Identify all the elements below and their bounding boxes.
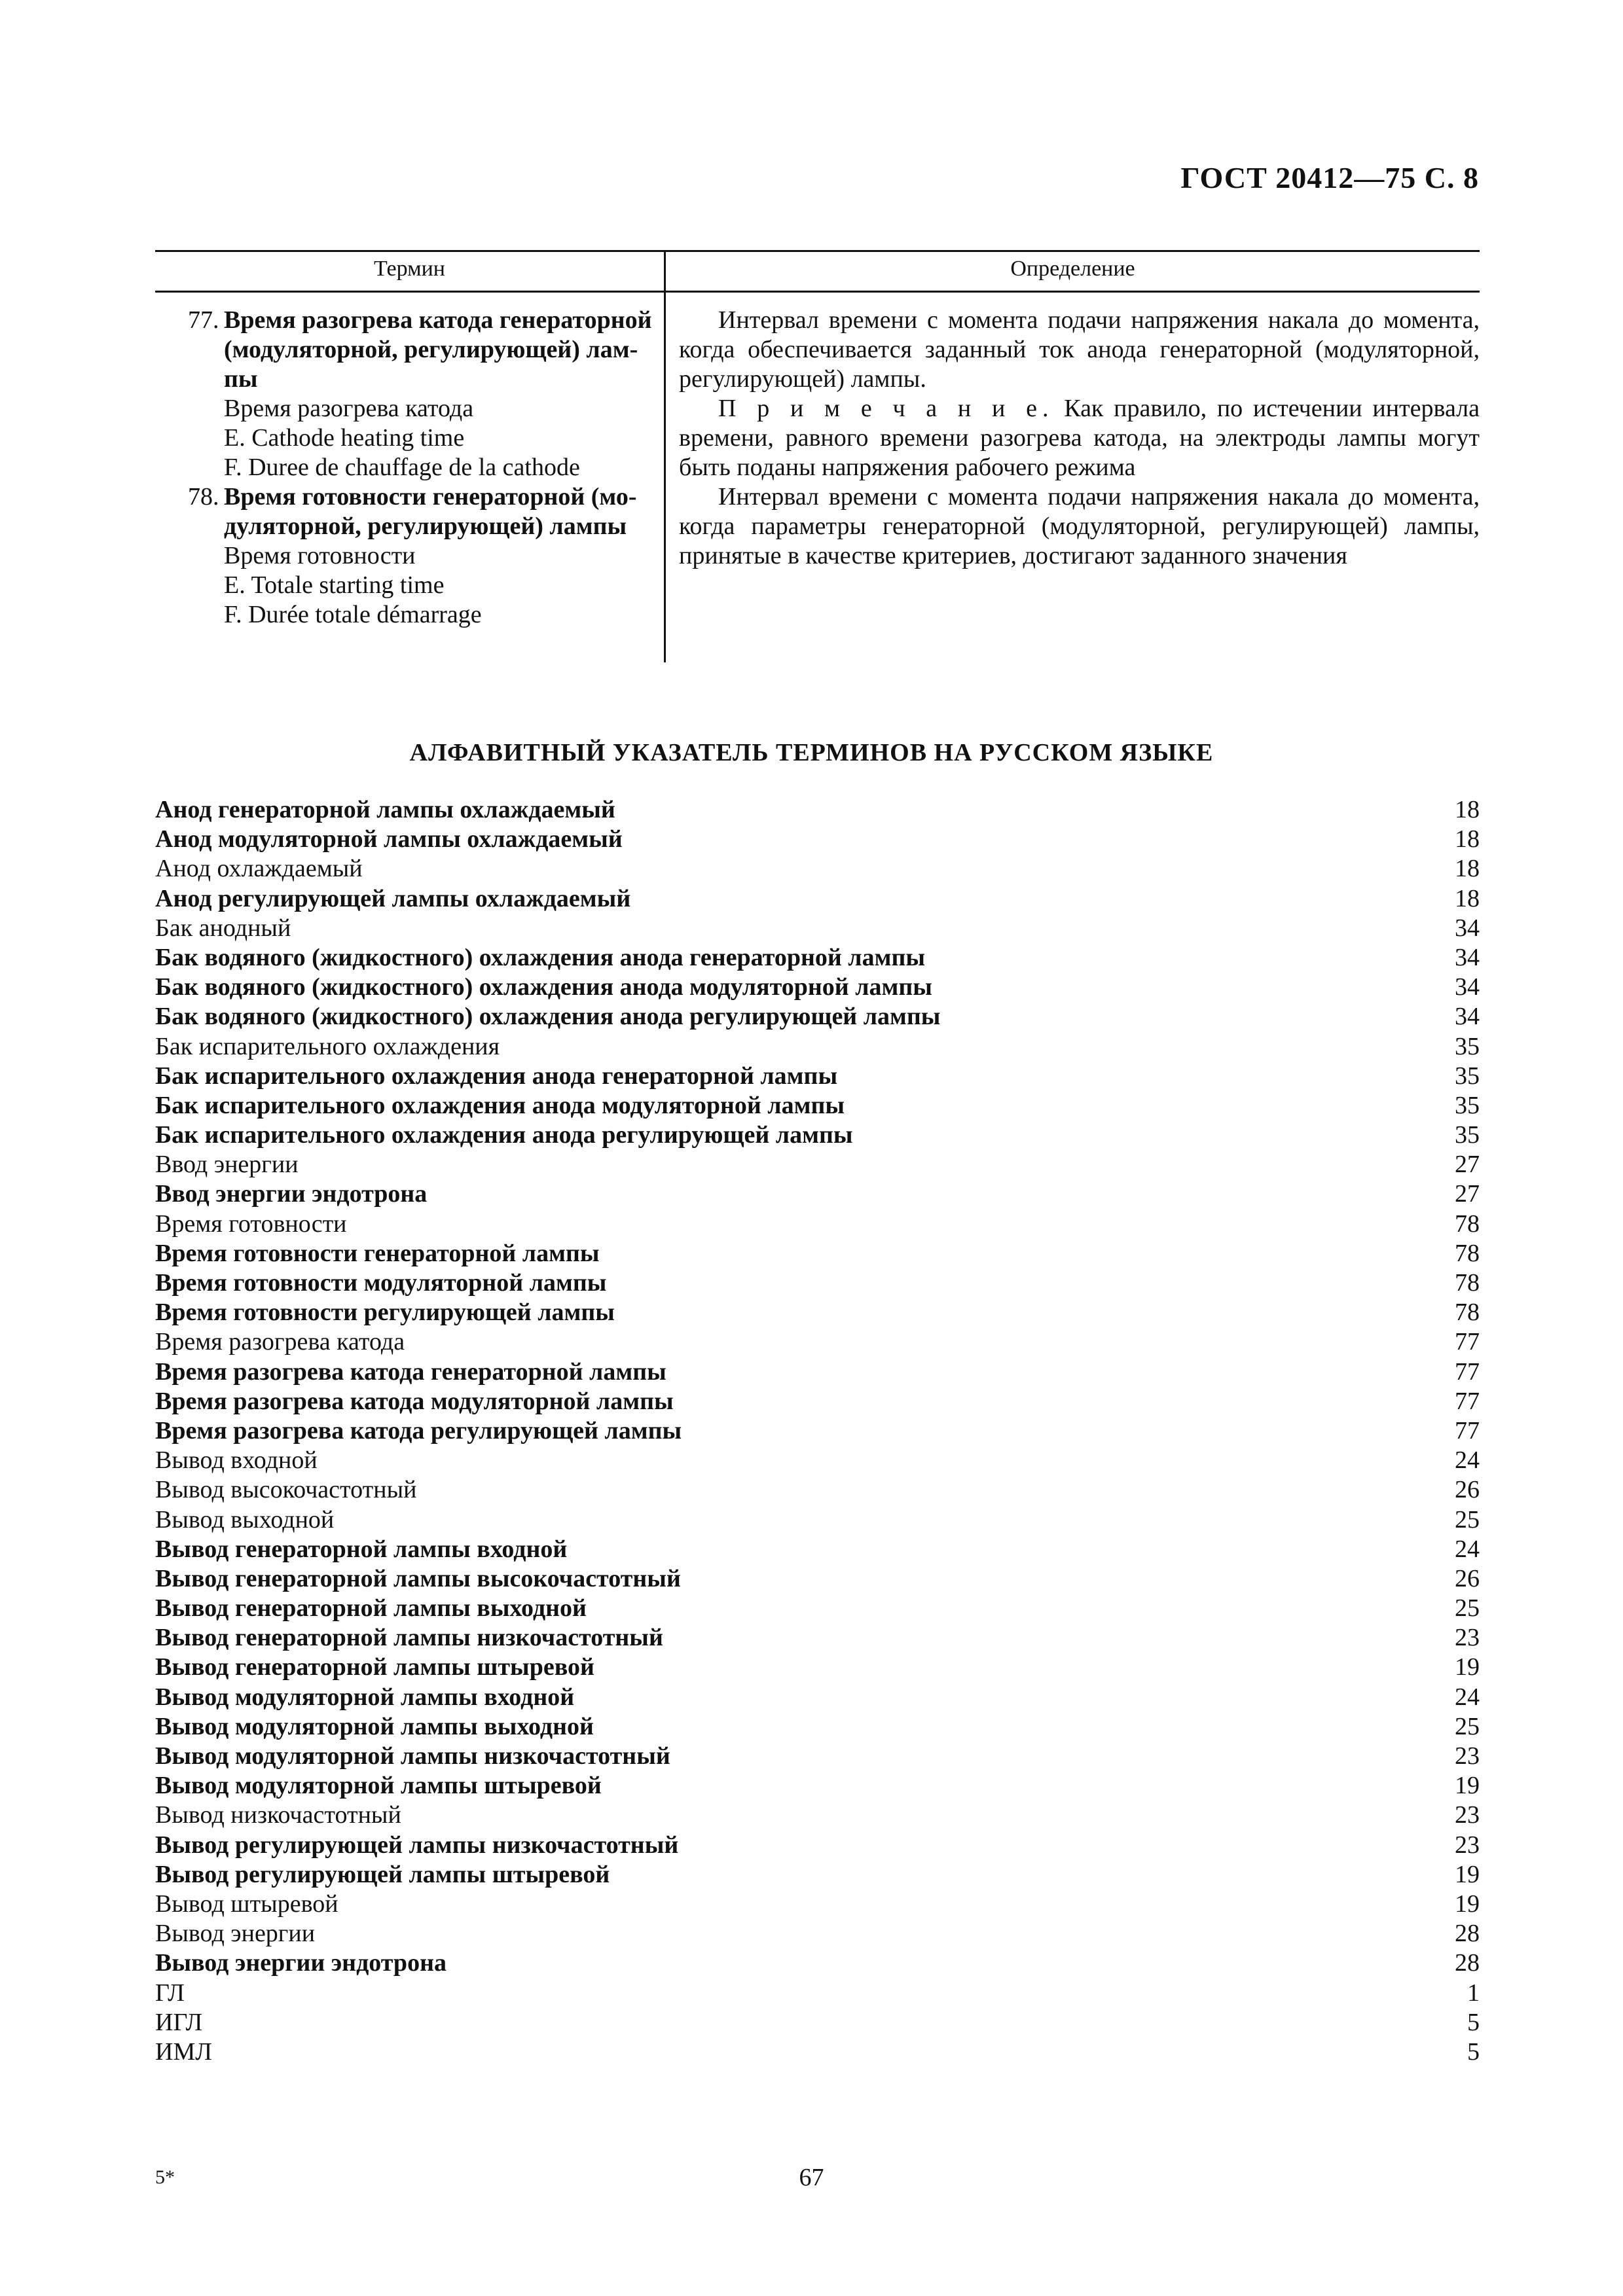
index-page-ref: 27 bbox=[1455, 1180, 1480, 1208]
index-term: Время готовности модуляторной лампы bbox=[155, 1269, 607, 1297]
index-term: Бак испарительного охлаждения анода регулирующей лампы bbox=[155, 1121, 853, 1149]
index-term: Время разогрева катода модуляторной лампы bbox=[155, 1387, 674, 1415]
index-row bbox=[155, 884, 1480, 914]
term-entry-77 bbox=[155, 306, 659, 482]
index-term: Анод регулирующей лампы охлаждаемый bbox=[155, 884, 631, 912]
index-term: Вывод выходной bbox=[155, 1505, 335, 1534]
note-text: Как правило, по истечении интервала времени, равного времени разогрева катода, на электроды лампы могут быть поданы напряжения рабочего режима bbox=[679, 395, 1480, 481]
index-page-ref: 23 bbox=[1455, 1831, 1480, 1859]
term-entry-78 bbox=[155, 482, 659, 630]
index-term: Вывод модуляторной лампы штыревой bbox=[155, 1772, 602, 1800]
index-page-ref: 23 bbox=[1455, 1624, 1480, 1652]
index-row bbox=[155, 1387, 1480, 1416]
index-row bbox=[155, 1416, 1480, 1446]
definition-77-note bbox=[679, 394, 1480, 482]
index-row bbox=[155, 854, 1480, 884]
index-term: Ввод энергии bbox=[155, 1151, 299, 1179]
index-page-ref: 78 bbox=[1455, 1239, 1480, 1267]
index-page-ref: 27 bbox=[1455, 1151, 1480, 1179]
index-term: Бак испарительного охлаждения анода модуляторной лампы bbox=[155, 1091, 845, 1119]
index-row bbox=[155, 795, 1480, 825]
index-page-ref: 35 bbox=[1455, 1091, 1480, 1119]
index-page-ref: 35 bbox=[1455, 1032, 1480, 1060]
term-bold-line: Время разогрева катода генераторной bbox=[224, 306, 652, 334]
index-page-ref: 19 bbox=[1455, 1653, 1480, 1681]
index-row bbox=[155, 1062, 1480, 1091]
index-row bbox=[155, 1653, 1480, 1682]
index-term: ИГЛ bbox=[155, 2008, 203, 2036]
index-row bbox=[155, 1535, 1480, 1564]
index-row bbox=[155, 1860, 1480, 1890]
index-page-ref: 34 bbox=[1455, 943, 1480, 971]
index-page-ref: 34 bbox=[1455, 973, 1480, 1001]
index-page-ref: 19 bbox=[1455, 1772, 1480, 1800]
index-term: Вывод генераторной лампы низкочастотный bbox=[155, 1624, 663, 1652]
index-page-ref: 19 bbox=[1455, 1860, 1480, 1888]
index-row bbox=[155, 1268, 1480, 1298]
table-column-divider bbox=[664, 250, 666, 662]
index-row bbox=[155, 1475, 1480, 1505]
index-page-ref: 24 bbox=[1455, 1535, 1480, 1563]
page-header: ГОСТ 20412—75 С. 8 bbox=[1180, 161, 1479, 194]
index-row bbox=[155, 1890, 1480, 1919]
index-row bbox=[155, 914, 1480, 943]
index-page-ref: 78 bbox=[1455, 1210, 1480, 1238]
index-page-ref: 28 bbox=[1455, 1920, 1480, 1948]
index-page-ref: 18 bbox=[1455, 796, 1480, 823]
index-row bbox=[155, 1091, 1480, 1121]
term-french: F. Durée totale démarrage bbox=[224, 601, 482, 628]
table-top-rule bbox=[155, 250, 1480, 252]
index-term: Бак водяного (жидкостного) охлаждения анода регулирующей лампы bbox=[155, 1003, 941, 1031]
index-term: Вывод генераторной лампы высокочастотный bbox=[155, 1564, 681, 1592]
term-number: 77. bbox=[188, 306, 219, 334]
index-term: Бак испарительного охлаждения bbox=[155, 1032, 500, 1060]
term-synonym: Время готовности bbox=[224, 542, 416, 569]
index-term: Анод модуляторной лампы охлаждаемый bbox=[155, 825, 623, 853]
index-term: Вывод генераторной лампы выходной bbox=[155, 1594, 587, 1623]
index-row bbox=[155, 1357, 1480, 1387]
index-page-ref: 5 bbox=[1467, 2008, 1480, 2036]
index-page-ref: 18 bbox=[1455, 884, 1480, 912]
index-page-ref: 24 bbox=[1455, 1683, 1480, 1711]
index-term: Вывод модуляторной лампы низкочастотный bbox=[155, 1742, 670, 1770]
term-bold-line: Время готовности генераторной (мо- bbox=[224, 483, 637, 511]
index-page-ref: 78 bbox=[1455, 1299, 1480, 1327]
index-row bbox=[155, 973, 1480, 1002]
index-page-ref: 23 bbox=[1455, 1801, 1480, 1829]
index-term: Вывод штыревой bbox=[155, 1890, 338, 1918]
index-term: Вывод энергии эндотрона bbox=[155, 1949, 447, 1977]
index-title: АЛФАВИТНЫЙ УКАЗАТЕЛЬ ТЕРМИНОВ НА РУССКОМ ЯЗЫКЕ bbox=[409, 739, 1214, 766]
index-page-ref: 28 bbox=[1455, 1949, 1480, 1977]
index-page-ref: 77 bbox=[1455, 1416, 1480, 1444]
index-page-ref: 34 bbox=[1455, 1003, 1480, 1031]
column-header-term: Термин bbox=[374, 257, 445, 281]
index-page-ref: 18 bbox=[1455, 825, 1480, 853]
index-row bbox=[155, 1327, 1480, 1357]
index-row bbox=[155, 1979, 1480, 2008]
index-row bbox=[155, 1831, 1480, 1860]
index-page-ref: 34 bbox=[1455, 914, 1480, 942]
index-term: Вывод низкочастотный bbox=[155, 1801, 401, 1829]
index-term: Время разогрева катода bbox=[155, 1328, 405, 1356]
index-row bbox=[155, 1742, 1480, 1771]
index-term: Время разогрева катода регулирующей лампы bbox=[155, 1416, 682, 1444]
index-term: Вывод регулирующей лампы штыревой bbox=[155, 1860, 610, 1888]
page-number: 67 bbox=[799, 2164, 824, 2191]
index-page-ref: 25 bbox=[1455, 1505, 1480, 1534]
index-term: Вывод генераторной лампы входной bbox=[155, 1535, 568, 1563]
term-column bbox=[155, 306, 659, 630]
index-page-ref: 77 bbox=[1455, 1387, 1480, 1415]
definition-78: Интервал времени с момента подачи напряжения накала до момента, когда параметры генераторной (модуляторной, регулирующей) лампы, принятые в качестве критериев, достигают заданного значения bbox=[679, 483, 1480, 569]
index-page-ref: 35 bbox=[1455, 1121, 1480, 1149]
index-row bbox=[155, 1683, 1480, 1712]
index-term: Ввод энергии эндотрона bbox=[155, 1180, 428, 1208]
index-row bbox=[155, 1239, 1480, 1268]
index-row bbox=[155, 1801, 1480, 1830]
index-row bbox=[155, 1150, 1480, 1179]
term-bold-line: дуляторной, регулирующей) лампы bbox=[224, 512, 627, 540]
index-term: Бак испарительного охлаждения анода генераторной лампы bbox=[155, 1062, 838, 1090]
footer-note: 5* bbox=[155, 2166, 175, 2188]
index-term: Время готовности bbox=[155, 1210, 347, 1238]
index-page-ref: 78 bbox=[1455, 1269, 1480, 1297]
index-page-ref: 25 bbox=[1455, 1594, 1480, 1623]
index-row bbox=[155, 1121, 1480, 1150]
index-page-ref: 19 bbox=[1455, 1890, 1480, 1918]
index-page-ref: 23 bbox=[1455, 1742, 1480, 1770]
index-page-ref: 35 bbox=[1455, 1062, 1480, 1090]
index-row bbox=[155, 1919, 1480, 1948]
index-term: Вывод модуляторной лампы входной bbox=[155, 1683, 575, 1711]
index-page-ref: 26 bbox=[1455, 1476, 1480, 1504]
index-row bbox=[155, 2008, 1480, 2037]
term-english: E. Cathode heating time bbox=[224, 424, 465, 452]
index-term: Бак анодный bbox=[155, 914, 291, 942]
index-row bbox=[155, 1446, 1480, 1475]
index-row bbox=[155, 1771, 1480, 1801]
index-row bbox=[155, 1564, 1480, 1594]
term-bold-line: (модуляторной, регулирующей) лам- bbox=[224, 336, 638, 363]
index-term: Время готовности генераторной лампы bbox=[155, 1239, 600, 1267]
index-term: Вывод регулирующей лампы низкочастотный bbox=[155, 1831, 679, 1859]
index-row bbox=[155, 1210, 1480, 1239]
column-header-definition: Определение bbox=[1010, 257, 1135, 281]
definition-column bbox=[679, 306, 1480, 571]
index-row bbox=[155, 1179, 1480, 1209]
note-label: П р и м е ч а н и е. bbox=[718, 395, 1054, 422]
term-french: F. Duree de chauffage de la cathode bbox=[224, 454, 580, 481]
term-bold-line: пы bbox=[224, 365, 258, 393]
index-term: ИМЛ bbox=[155, 2037, 213, 2066]
index-row bbox=[155, 1505, 1480, 1535]
index-page-ref: 24 bbox=[1455, 1446, 1480, 1475]
term-number: 78. bbox=[188, 483, 219, 511]
index-term: Вывод энергии bbox=[155, 1920, 316, 1948]
index-term: Вывод генераторной лампы штыревой bbox=[155, 1653, 594, 1681]
index-term: Вывод высокочастотный bbox=[155, 1476, 417, 1504]
index-row bbox=[155, 1623, 1480, 1653]
index-page-ref: 25 bbox=[1455, 1712, 1480, 1740]
index-row bbox=[155, 1594, 1480, 1623]
index-row bbox=[155, 1002, 1480, 1031]
index-row bbox=[155, 1712, 1480, 1742]
index-page-ref: 77 bbox=[1455, 1328, 1480, 1356]
term-english: E. Totale starting time bbox=[224, 571, 445, 599]
index-row bbox=[155, 825, 1480, 854]
index-list bbox=[155, 795, 1480, 2067]
index-page-ref: 18 bbox=[1455, 855, 1480, 883]
index-term: Вывод модуляторной лампы выходной bbox=[155, 1712, 594, 1740]
index-term: Бак водяного (жидкостного) охлаждения анода модуляторной лампы bbox=[155, 973, 932, 1001]
index-page-ref: 26 bbox=[1455, 1564, 1480, 1592]
index-term: Анод генераторной лампы охлаждаемый bbox=[155, 796, 615, 823]
index-page-ref: 5 bbox=[1467, 2037, 1480, 2066]
index-row bbox=[155, 1298, 1480, 1327]
index-term: Бак водяного (жидкостного) охлаждения анода генераторной лампы bbox=[155, 943, 926, 971]
terms-table bbox=[155, 250, 1480, 662]
table-header-rule bbox=[155, 291, 1480, 293]
index-term: Вывод входной bbox=[155, 1446, 318, 1475]
index-term: Время готовности регулирующей лампы bbox=[155, 1299, 615, 1327]
index-term: Анод охлаждаемый bbox=[155, 855, 363, 883]
index-row bbox=[155, 1032, 1480, 1062]
index-row bbox=[155, 2037, 1480, 2067]
index-row bbox=[155, 943, 1480, 973]
index-row bbox=[155, 1948, 1480, 1978]
index-term: Время разогрева катода генераторной лампы bbox=[155, 1357, 666, 1386]
index-term: ГЛ bbox=[155, 1979, 185, 2007]
term-synonym: Время разогрева катода bbox=[224, 395, 474, 422]
index-page-ref: 77 bbox=[1455, 1357, 1480, 1386]
definition-77: Интервал времени с момента подачи напряжения накала до момента, когда обеспечивается заданный ток анода генераторной (модуляторной, регулирующей) лампы. bbox=[679, 306, 1480, 393]
index-page-ref: 1 bbox=[1467, 1979, 1480, 2007]
